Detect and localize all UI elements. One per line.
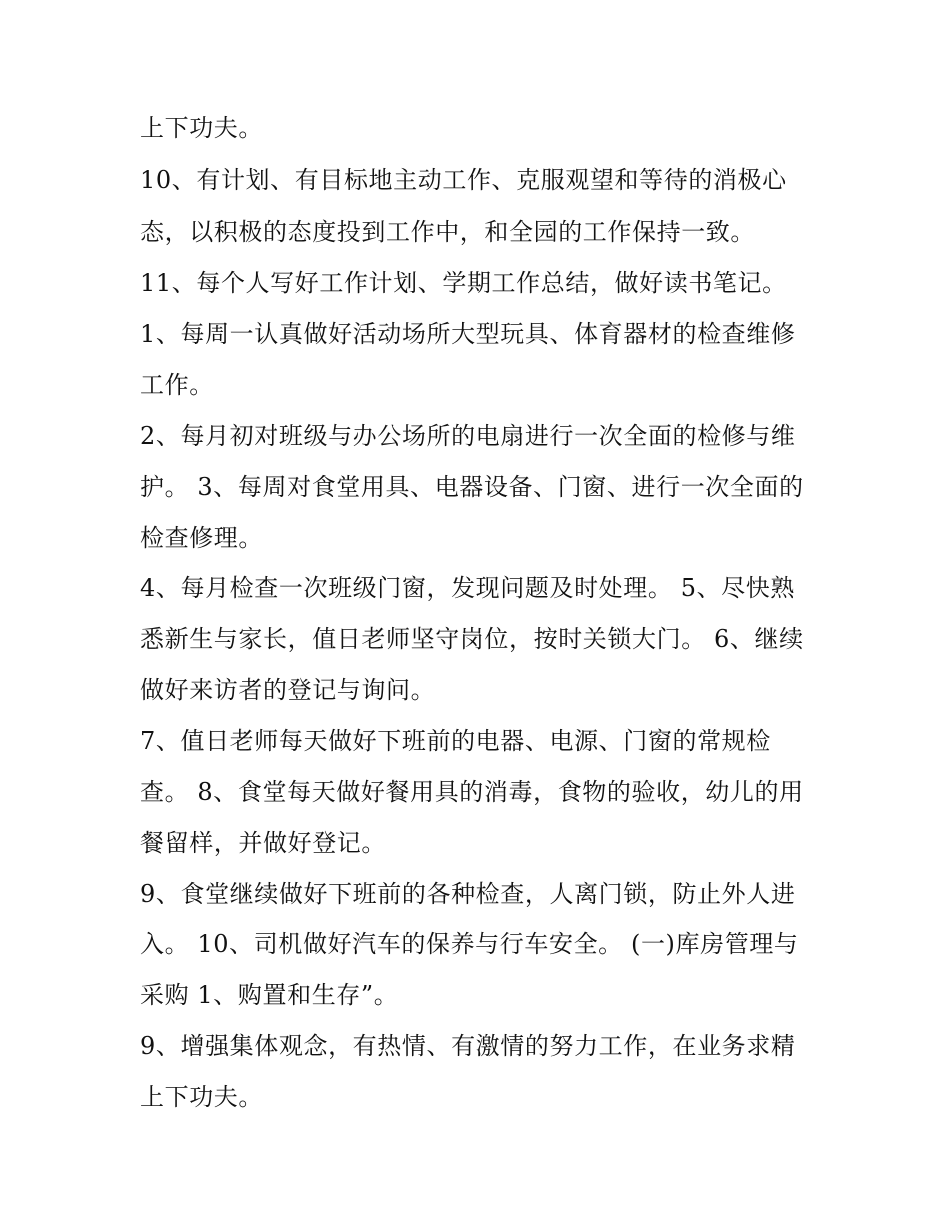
text-line: 入。 10、司机做好汽车的保养与行车安全。 (一)库房管理与 bbox=[140, 930, 799, 958]
text-line: 悉新生与家长，值日老师坚守岗位，按时关锁大门。 6、继续 bbox=[140, 625, 804, 653]
text-line: 工作。 bbox=[140, 371, 214, 399]
text-line: 采购 1、购置和生存”。 bbox=[140, 981, 399, 1009]
text-line: 7、值日老师每天做好下班前的电器、电源、门窗的常规检 bbox=[140, 727, 771, 755]
text-line: 9、增强集体观念，有热情、有激情的努力工作，在业务求精 bbox=[140, 1032, 796, 1060]
text-line: 1、每周一认真做好活动场所大型玩具、体育器材的检查维修 bbox=[140, 320, 796, 348]
text-line: 10、有计划、有目标地主动工作、克服观望和等待的消极心 bbox=[140, 166, 787, 194]
text-line: 检查修理。 bbox=[140, 524, 263, 552]
text-line: 护。 3、每周对食堂用具、电器设备、门窗、进行一次全面的 bbox=[140, 473, 804, 501]
text-line: 态，以积极的态度投到工作中，和全园的工作保持一致。 bbox=[140, 218, 755, 246]
text-line: 上下功夫。 bbox=[140, 114, 263, 142]
text-line: 餐留样，并做好登记。 bbox=[140, 829, 386, 857]
text-line: 4、每月检查一次班级门窗，发现问题及时处理。 5、尽快熟 bbox=[140, 574, 795, 602]
text-line: 11、每个人写好工作计划、学期工作总结，做好读书笔记。 bbox=[140, 269, 787, 297]
text-line: 9、食堂继续做好下班前的各种检查，人离门锁，防止外人进 bbox=[140, 880, 796, 908]
text-line: 查。 8、食堂每天做好餐用具的消毒，食物的验收，幼儿的用 bbox=[140, 778, 804, 806]
text-line: 2、每月初对班级与办公场所的电扇进行一次全面的检修与维 bbox=[140, 422, 796, 450]
text-line: 做好来访者的登记与询问。 bbox=[140, 676, 436, 704]
text-line: 上下功夫。 bbox=[140, 1083, 263, 1111]
